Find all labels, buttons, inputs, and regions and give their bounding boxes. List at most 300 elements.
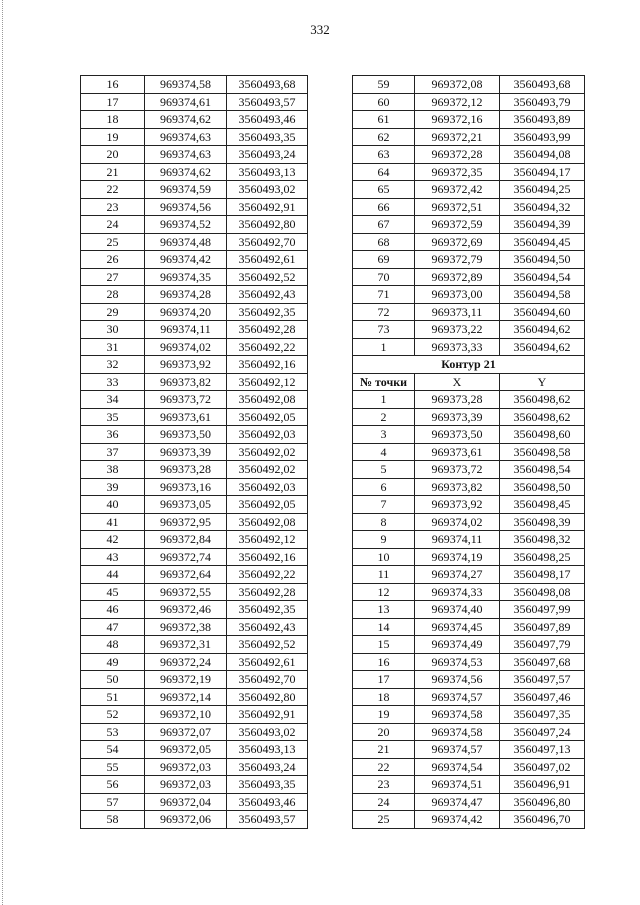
point-number-cell: 51 [81,688,145,706]
table-row [353,601,585,619]
table-row [81,268,308,286]
point-number-cell: 65 [353,181,415,199]
table-row [353,198,585,216]
y-coordinate-cell: 3560492,43 [227,618,308,636]
table-row [81,76,308,94]
y-coordinate-cell: 3560492,80 [227,216,308,234]
table-row [81,111,308,129]
point-number-cell: 37 [81,443,145,461]
point-number-cell: 45 [81,583,145,601]
point-number-cell: 59 [353,76,415,94]
column-header-x: X [415,373,500,391]
y-coordinate-cell: 3560498,58 [500,443,585,461]
table-row [81,303,308,321]
y-coordinate-cell: 3560492,02 [227,443,308,461]
point-number-cell: 25 [81,233,145,251]
point-number-cell: 5 [353,461,415,479]
x-coordinate-cell: 969373,92 [415,496,500,514]
point-number-cell: 28 [81,286,145,304]
x-coordinate-cell: 969374,42 [415,811,500,829]
point-number-cell: 63 [353,146,415,164]
x-coordinate-cell: 969374,63 [145,128,227,146]
table-row [81,286,308,304]
table-row [353,443,585,461]
x-coordinate-cell: 969374,27 [415,566,500,584]
point-number-cell: 55 [81,758,145,776]
point-number-cell: 48 [81,636,145,654]
point-number-cell: 21 [353,741,415,759]
y-coordinate-cell: 3560492,22 [227,566,308,584]
x-coordinate-cell: 969372,55 [145,583,227,601]
x-coordinate-cell: 969373,82 [145,373,227,391]
y-coordinate-cell: 3560493,24 [227,146,308,164]
y-coordinate-cell: 3560494,25 [500,181,585,199]
point-number-cell: 73 [353,321,415,339]
x-coordinate-cell: 969374,61 [145,93,227,111]
point-number-cell: 23 [353,776,415,794]
y-coordinate-cell: 3560496,70 [500,811,585,829]
table-row [81,601,308,619]
left-table-body [81,76,308,829]
column-header-row [353,373,585,391]
point-number-cell: 68 [353,233,415,251]
table-row [353,146,585,164]
point-number-cell: 52 [81,706,145,724]
x-coordinate-cell: 969373,61 [145,408,227,426]
y-coordinate-cell: 3560492,02 [227,461,308,479]
point-number-cell: 49 [81,653,145,671]
x-coordinate-cell: 969372,69 [415,233,500,251]
x-coordinate-cell: 969373,00 [415,286,500,304]
table-row [81,758,308,776]
table-row [81,356,308,374]
table-row [81,93,308,111]
table-row [353,163,585,181]
point-number-cell: 61 [353,111,415,129]
table-row [81,618,308,636]
contour-section [353,356,585,391]
table-row [353,548,585,566]
y-coordinate-cell: 3560494,17 [500,163,585,181]
y-coordinate-cell: 3560493,02 [227,181,308,199]
point-number-cell: 16 [353,653,415,671]
x-coordinate-cell: 969372,42 [415,181,500,199]
table-row [81,671,308,689]
y-coordinate-cell: 3560494,08 [500,146,585,164]
x-coordinate-cell: 969372,59 [415,216,500,234]
point-number-cell: 70 [353,268,415,286]
y-coordinate-cell: 3560493,35 [227,128,308,146]
table-row [81,338,308,356]
point-number-cell: 40 [81,496,145,514]
y-coordinate-cell: 3560498,60 [500,426,585,444]
y-coordinate-cell: 3560493,46 [227,111,308,129]
table-row [81,163,308,181]
point-number-cell: 18 [353,688,415,706]
table-row [353,93,585,111]
x-coordinate-cell: 969374,62 [145,163,227,181]
x-coordinate-cell: 969374,02 [415,513,500,531]
y-coordinate-cell: 3560492,91 [227,706,308,724]
y-coordinate-cell: 3560497,89 [500,618,585,636]
point-number-cell: 56 [81,776,145,794]
scan-left-edge [2,0,5,905]
table-row [81,741,308,759]
x-coordinate-cell: 969372,51 [415,198,500,216]
table-row [81,688,308,706]
x-coordinate-cell: 969373,92 [145,356,227,374]
point-number-cell: 11 [353,566,415,584]
point-number-cell: 1 [353,391,415,409]
x-coordinate-cell: 969373,50 [415,426,500,444]
table-row [353,76,585,94]
x-coordinate-cell: 969374,56 [415,671,500,689]
y-coordinate-cell: 3560498,32 [500,531,585,549]
y-coordinate-cell: 3560492,05 [227,496,308,514]
table-row [353,758,585,776]
table-row [81,636,308,654]
table-row [353,128,585,146]
table-row [353,723,585,741]
x-coordinate-cell: 969372,03 [145,758,227,776]
table-row [81,426,308,444]
table-row [353,496,585,514]
table-row [353,408,585,426]
y-coordinate-cell: 3560492,03 [227,478,308,496]
point-number-cell: 32 [81,356,145,374]
x-coordinate-cell: 969373,28 [415,391,500,409]
point-number-cell: 66 [353,198,415,216]
y-coordinate-cell: 3560493,13 [227,163,308,181]
coordinates-table-right [352,75,585,829]
x-coordinate-cell: 969373,50 [145,426,227,444]
x-coordinate-cell: 969374,59 [145,181,227,199]
x-coordinate-cell: 969372,07 [145,723,227,741]
x-coordinate-cell: 969373,11 [415,303,500,321]
point-number-cell: 21 [81,163,145,181]
table-row [353,251,585,269]
point-number-cell: 57 [81,793,145,811]
y-coordinate-cell: 3560498,39 [500,513,585,531]
x-coordinate-cell: 969372,46 [145,601,227,619]
point-number-cell: 36 [81,426,145,444]
point-number-cell: 64 [353,163,415,181]
y-coordinate-cell: 3560493,24 [227,758,308,776]
x-coordinate-cell: 969373,16 [145,478,227,496]
y-coordinate-cell: 3560494,60 [500,303,585,321]
table-row [353,741,585,759]
table-row [81,233,308,251]
y-coordinate-cell: 3560494,62 [500,338,585,356]
point-number-cell: 12 [353,583,415,601]
x-coordinate-cell: 969373,39 [415,408,500,426]
y-coordinate-cell: 3560497,99 [500,601,585,619]
right-table-body-before [353,76,585,356]
x-coordinate-cell: 969372,08 [415,76,500,94]
point-number-cell: 19 [81,128,145,146]
table-row [353,338,585,356]
point-number-cell: 30 [81,321,145,339]
y-coordinate-cell: 3560496,80 [500,793,585,811]
point-number-cell: 9 [353,531,415,549]
point-number-cell: 34 [81,391,145,409]
x-coordinate-cell: 969372,31 [145,636,227,654]
point-number-cell: 38 [81,461,145,479]
y-coordinate-cell: 3560493,99 [500,128,585,146]
x-coordinate-cell: 969373,28 [145,461,227,479]
y-coordinate-cell: 3560494,50 [500,251,585,269]
y-coordinate-cell: 3560492,43 [227,286,308,304]
x-coordinate-cell: 969374,42 [145,251,227,269]
table-row [353,461,585,479]
table-row [353,618,585,636]
table-row [353,478,585,496]
y-coordinate-cell: 3560492,16 [227,356,308,374]
x-coordinate-cell: 969373,05 [145,496,227,514]
x-coordinate-cell: 969372,79 [415,251,500,269]
point-number-cell: 42 [81,531,145,549]
x-coordinate-cell: 969372,06 [145,811,227,829]
point-number-cell: 72 [353,303,415,321]
y-coordinate-cell: 3560498,62 [500,391,585,409]
x-coordinate-cell: 969372,35 [415,163,500,181]
point-number-cell: 58 [81,811,145,829]
y-coordinate-cell: 3560494,32 [500,198,585,216]
x-coordinate-cell: 969374,57 [415,688,500,706]
x-coordinate-cell: 969372,64 [145,566,227,584]
table-row [353,653,585,671]
coordinates-table-left [80,75,308,829]
table-row [353,636,585,654]
y-coordinate-cell: 3560496,91 [500,776,585,794]
page-number: 332 [310,22,330,37]
table-row [353,811,585,829]
x-coordinate-cell: 969374,54 [415,758,500,776]
table-row [81,776,308,794]
table-row [353,671,585,689]
y-coordinate-cell: 3560493,89 [500,111,585,129]
table-row [81,513,308,531]
x-coordinate-cell: 969372,19 [145,671,227,689]
point-number-cell: 4 [353,443,415,461]
y-coordinate-cell: 3560494,54 [500,268,585,286]
table-row [353,321,585,339]
point-number-cell: 24 [81,216,145,234]
table-row [81,146,308,164]
table-row [81,793,308,811]
table-row [353,181,585,199]
table-row [353,216,585,234]
table-row [81,321,308,339]
x-coordinate-cell: 969374,48 [145,233,227,251]
point-number-cell: 17 [81,93,145,111]
point-number-cell: 31 [81,338,145,356]
y-coordinate-cell: 3560493,79 [500,93,585,111]
y-coordinate-cell: 3560492,12 [227,373,308,391]
y-coordinate-cell: 3560497,57 [500,671,585,689]
point-number-cell: 2 [353,408,415,426]
point-number-cell: 44 [81,566,145,584]
x-coordinate-cell: 969374,47 [415,793,500,811]
y-coordinate-cell: 3560498,45 [500,496,585,514]
point-number-cell: 17 [353,671,415,689]
table-row [81,391,308,409]
table-row [353,111,585,129]
point-number-cell: 14 [353,618,415,636]
x-coordinate-cell: 969374,11 [145,321,227,339]
point-number-cell: 18 [81,111,145,129]
y-coordinate-cell: 3560497,02 [500,758,585,776]
table-row [353,233,585,251]
point-number-cell: 3 [353,426,415,444]
x-coordinate-cell: 969373,61 [415,443,500,461]
x-coordinate-cell: 969374,58 [145,76,227,94]
y-coordinate-cell: 3560492,03 [227,426,308,444]
table-row [353,286,585,304]
x-coordinate-cell: 969372,03 [145,776,227,794]
column-header-point: № точки [353,373,415,391]
point-number-cell: 50 [81,671,145,689]
y-coordinate-cell: 3560494,45 [500,233,585,251]
y-coordinate-cell: 3560493,68 [500,76,585,94]
table-row [81,373,308,391]
table-row [81,408,308,426]
x-coordinate-cell: 969372,12 [415,93,500,111]
y-coordinate-cell: 3560493,35 [227,776,308,794]
y-coordinate-cell: 3560492,05 [227,408,308,426]
x-coordinate-cell: 969372,84 [145,531,227,549]
contour-title: Контур 21 [353,356,585,374]
table-row [81,198,308,216]
table-row [81,461,308,479]
column-header-y: Y [500,373,585,391]
x-coordinate-cell: 969374,45 [415,618,500,636]
y-coordinate-cell: 3560492,61 [227,653,308,671]
table-row [353,776,585,794]
y-coordinate-cell: 3560493,68 [227,76,308,94]
point-number-cell: 54 [81,741,145,759]
point-number-cell: 71 [353,286,415,304]
x-coordinate-cell: 969373,39 [145,443,227,461]
point-number-cell: 62 [353,128,415,146]
y-coordinate-cell: 3560497,35 [500,706,585,724]
x-coordinate-cell: 969374,63 [145,146,227,164]
table-row [81,653,308,671]
x-coordinate-cell: 969373,33 [415,338,500,356]
table-row [353,391,585,409]
x-coordinate-cell: 969372,95 [145,513,227,531]
x-coordinate-cell: 969373,22 [415,321,500,339]
table-row [81,566,308,584]
point-number-cell: 19 [353,706,415,724]
table-row [353,268,585,286]
table-row [353,426,585,444]
point-number-cell: 29 [81,303,145,321]
table-row [81,181,308,199]
y-coordinate-cell: 3560492,80 [227,688,308,706]
x-coordinate-cell: 969372,89 [415,268,500,286]
table-row [353,706,585,724]
table-row [81,443,308,461]
point-number-cell: 24 [353,793,415,811]
table-row [353,531,585,549]
y-coordinate-cell: 3560498,25 [500,548,585,566]
x-coordinate-cell: 969374,35 [145,268,227,286]
point-number-cell: 20 [81,146,145,164]
y-coordinate-cell: 3560497,24 [500,723,585,741]
y-coordinate-cell: 3560492,22 [227,338,308,356]
point-number-cell: 53 [81,723,145,741]
x-coordinate-cell: 969372,14 [145,688,227,706]
table-row [81,583,308,601]
point-number-cell: 22 [353,758,415,776]
right-table-body-after [353,391,585,829]
table-row [81,128,308,146]
y-coordinate-cell: 3560497,68 [500,653,585,671]
table-row [81,251,308,269]
point-number-cell: 1 [353,338,415,356]
point-number-cell: 60 [353,93,415,111]
y-coordinate-cell: 3560493,46 [227,793,308,811]
point-number-cell: 41 [81,513,145,531]
x-coordinate-cell: 969374,49 [415,636,500,654]
y-coordinate-cell: 3560498,08 [500,583,585,601]
point-number-cell: 69 [353,251,415,269]
table-row [353,793,585,811]
y-coordinate-cell: 3560497,79 [500,636,585,654]
x-coordinate-cell: 969374,02 [145,338,227,356]
y-coordinate-cell: 3560492,08 [227,513,308,531]
y-coordinate-cell: 3560497,46 [500,688,585,706]
x-coordinate-cell: 969372,24 [145,653,227,671]
x-coordinate-cell: 969374,20 [145,303,227,321]
x-coordinate-cell: 969372,10 [145,706,227,724]
point-number-cell: 25 [353,811,415,829]
point-number-cell: 43 [81,548,145,566]
point-number-cell: 15 [353,636,415,654]
y-coordinate-cell: 3560492,61 [227,251,308,269]
table-row [81,811,308,829]
x-coordinate-cell: 969374,19 [415,548,500,566]
y-coordinate-cell: 3560497,13 [500,741,585,759]
x-coordinate-cell: 969374,11 [415,531,500,549]
point-number-cell: 47 [81,618,145,636]
table-row [353,688,585,706]
x-coordinate-cell: 969372,21 [415,128,500,146]
table-row [81,478,308,496]
x-coordinate-cell: 969372,05 [145,741,227,759]
point-number-cell: 35 [81,408,145,426]
y-coordinate-cell: 3560498,50 [500,478,585,496]
table-row [353,566,585,584]
y-coordinate-cell: 3560492,28 [227,583,308,601]
point-number-cell: 33 [81,373,145,391]
table-row [81,723,308,741]
x-coordinate-cell: 969374,40 [415,601,500,619]
x-coordinate-cell: 969374,56 [145,198,227,216]
x-coordinate-cell: 969373,82 [415,478,500,496]
x-coordinate-cell: 969372,38 [145,618,227,636]
table-row [81,706,308,724]
table-row [353,513,585,531]
point-number-cell: 27 [81,268,145,286]
y-coordinate-cell: 3560494,62 [500,321,585,339]
x-coordinate-cell: 969374,51 [415,776,500,794]
point-number-cell: 22 [81,181,145,199]
x-coordinate-cell: 969374,52 [145,216,227,234]
y-coordinate-cell: 3560492,52 [227,268,308,286]
y-coordinate-cell: 3560494,58 [500,286,585,304]
